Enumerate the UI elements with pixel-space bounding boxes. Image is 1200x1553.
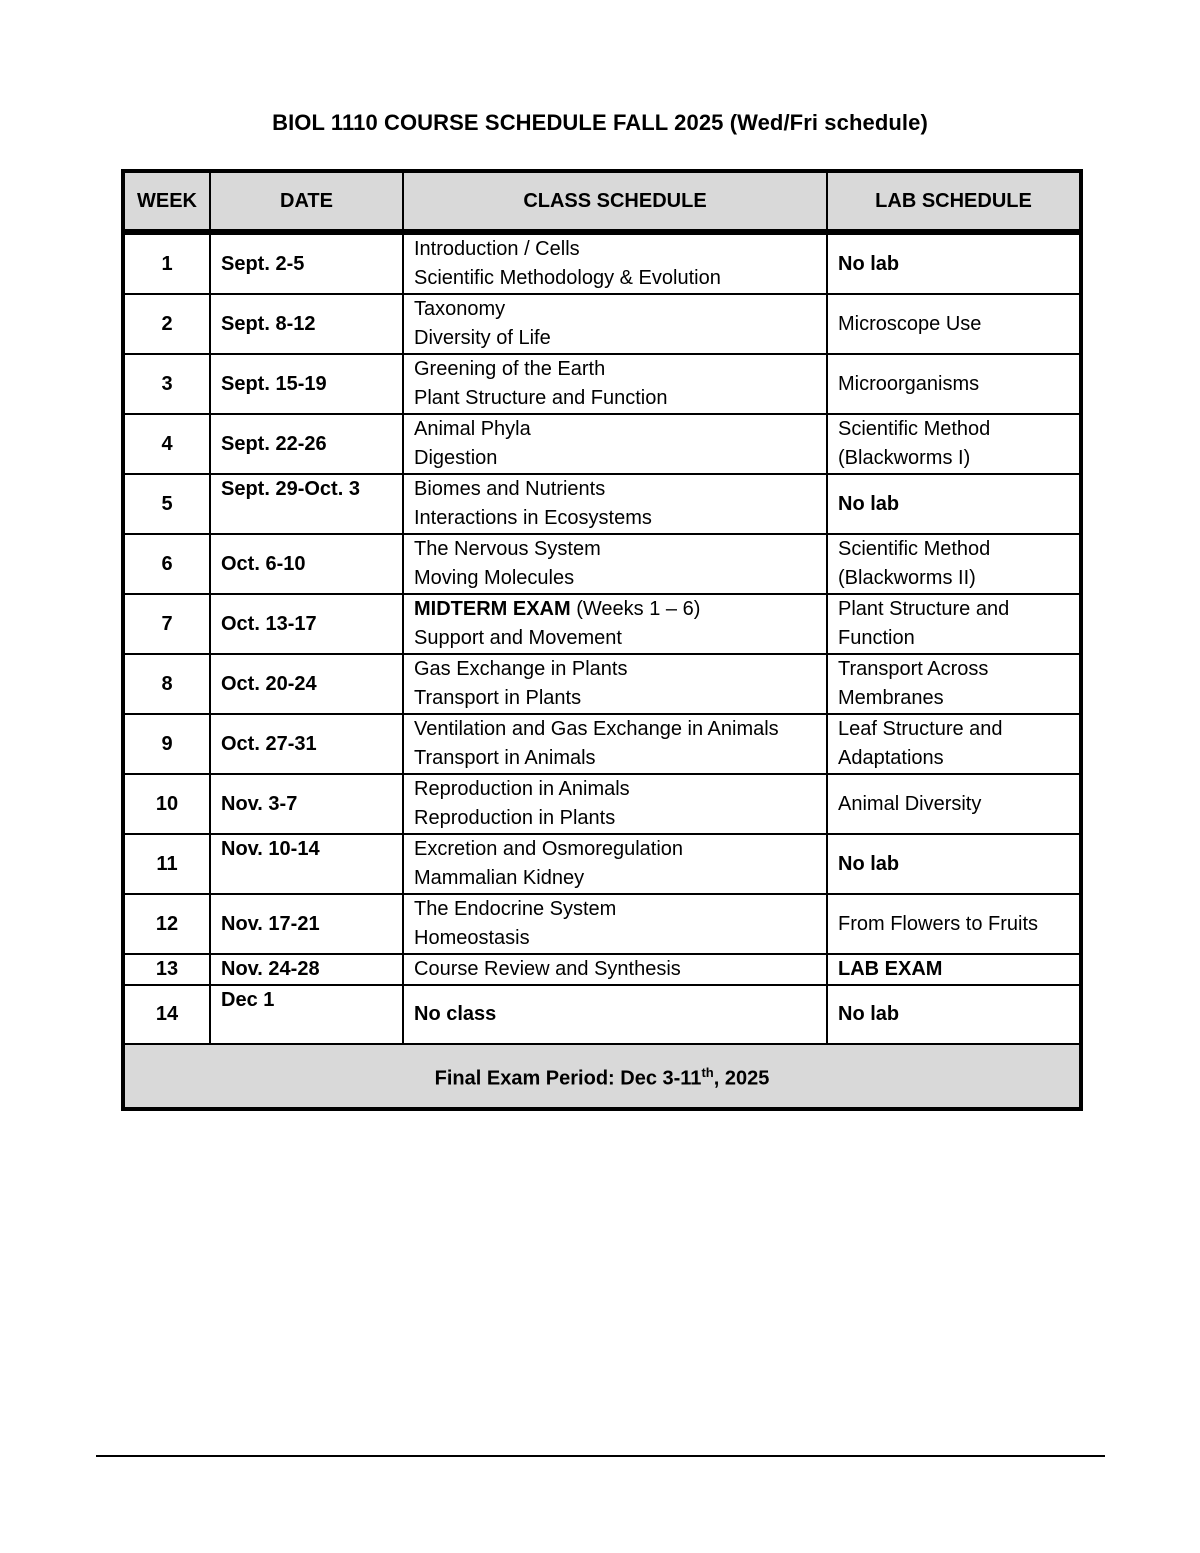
date-cell: Nov. 10-14 [210, 834, 403, 894]
class-line: Taxonomy [414, 298, 506, 320]
final-exam-row [123, 1044, 1081, 1109]
lab-line: Scientific Method [838, 418, 991, 440]
class-line: Plant Structure and Function [414, 387, 668, 409]
class-cell [403, 714, 827, 774]
class-cell [403, 774, 827, 834]
lab-line: Transport Across [838, 658, 989, 680]
midterm-weeks: (Weeks 1 – 6) [570, 598, 701, 620]
lab-cell: Microscope Use [827, 294, 1081, 354]
class-line: Introduction / Cells [414, 238, 580, 260]
week-cell: 12 [123, 894, 210, 954]
date-cell: Oct. 13-17 [210, 594, 403, 654]
table-row [123, 894, 1081, 954]
table-row [123, 774, 1081, 834]
header-week: WEEK [123, 171, 210, 232]
week-cell: 3 [123, 354, 210, 414]
table-row [123, 232, 1081, 294]
class-line: Ventilation and Gas Exchange in Animals [414, 718, 779, 740]
table-row [123, 474, 1081, 534]
date-cell: Nov. 3-7 [210, 774, 403, 834]
class-line: Homeostasis [414, 927, 530, 949]
lab-cell: Microorganisms [827, 354, 1081, 414]
class-line: Reproduction in Animals [414, 778, 630, 800]
header-class-schedule: CLASS SCHEDULE [403, 171, 827, 232]
date-cell: Oct. 20-24 [210, 654, 403, 714]
class-line [414, 595, 816, 624]
table-row [123, 414, 1081, 474]
week-cell: 11 [123, 834, 210, 894]
table-row [123, 714, 1081, 774]
lab-line: Plant Structure and [838, 598, 1010, 620]
class-cell [403, 414, 827, 474]
class-cell [403, 834, 827, 894]
date-cell: Nov. 17-21 [210, 894, 403, 954]
date-cell: Sept. 15-19 [210, 354, 403, 414]
lab-cell: No lab [827, 834, 1081, 894]
class-line: Excretion and Osmoregulation [414, 838, 684, 860]
lab-cell [827, 714, 1081, 774]
midterm-label: MIDTERM EXAM [414, 598, 571, 620]
class-line: Transport in Plants [414, 687, 582, 709]
week-cell: 13 [123, 954, 210, 985]
class-line: Reproduction in Plants [414, 807, 616, 829]
lab-cell: No lab [827, 985, 1081, 1044]
class-line: Transport in Animals [414, 747, 596, 769]
class-cell: Course Review and Synthesis [403, 954, 827, 985]
week-cell: 5 [123, 474, 210, 534]
date-cell: Sept. 22-26 [210, 414, 403, 474]
final-exam-sup: th [701, 1065, 714, 1081]
class-cell [403, 534, 827, 594]
table-row [123, 654, 1081, 714]
week-cell: 14 [123, 985, 210, 1044]
class-cell [403, 294, 827, 354]
lab-cell [827, 414, 1081, 474]
date-cell: Nov. 24-28 [210, 954, 403, 985]
table-row [123, 985, 1081, 1044]
week-cell: 7 [123, 594, 210, 654]
class-line: Biomes and Nutrients [414, 478, 606, 500]
class-line: The Nervous System [414, 538, 601, 560]
week-cell: 6 [123, 534, 210, 594]
table-row [123, 354, 1081, 414]
table-row [123, 594, 1081, 654]
class-cell [403, 354, 827, 414]
week-cell: 8 [123, 654, 210, 714]
class-line: Diversity of Life [414, 327, 551, 349]
table-row [123, 954, 1081, 985]
table-row [123, 534, 1081, 594]
lab-line: Membranes [838, 687, 944, 709]
lab-cell [827, 594, 1081, 654]
class-line: Interactions in Ecosystems [414, 507, 652, 529]
class-line: Gas Exchange in Plants [414, 658, 628, 680]
schedule-table [121, 169, 1083, 1111]
date-cell: Sept. 8-12 [210, 294, 403, 354]
lab-cell: No lab [827, 232, 1081, 294]
header-date: DATE [210, 171, 403, 232]
class-cell [403, 232, 827, 294]
week-cell: 9 [123, 714, 210, 774]
class-line: The Endocrine System [414, 898, 617, 920]
class-line: Support and Movement [414, 627, 622, 649]
week-cell: 4 [123, 414, 210, 474]
date-cell: Sept. 29-Oct. 3 [210, 474, 403, 534]
class-cell [403, 894, 827, 954]
final-exam-suffix: , 2025 [713, 1067, 770, 1090]
lab-cell: From Flowers to Fruits [827, 894, 1081, 954]
lab-line: (Blackworms I) [838, 447, 971, 469]
class-line: Greening of the Earth [414, 358, 606, 380]
header-lab-schedule: LAB SCHEDULE [827, 171, 1081, 232]
class-line: Digestion [414, 447, 498, 469]
final-exam-prefix: Final Exam Period: Dec 3-11 [434, 1067, 702, 1090]
lab-cell: Animal Diversity [827, 774, 1081, 834]
date-cell: Oct. 6-10 [210, 534, 403, 594]
lab-cell: LAB EXAM [827, 954, 1081, 985]
table-row [123, 294, 1081, 354]
class-cell [403, 654, 827, 714]
week-cell: 2 [123, 294, 210, 354]
header-row [123, 171, 1081, 232]
week-cell: 10 [123, 774, 210, 834]
class-line: Moving Molecules [414, 567, 575, 589]
lab-cell [827, 534, 1081, 594]
lab-line: (Blackworms II) [838, 567, 976, 589]
lab-line: Adaptations [838, 747, 944, 769]
class-cell: No class [403, 985, 827, 1044]
date-cell: Dec 1 [210, 985, 403, 1044]
final-exam-cell [123, 1044, 1081, 1109]
date-cell: Sept. 2-5 [210, 232, 403, 294]
lab-line: Leaf Structure and [838, 718, 1003, 740]
class-line: Mammalian Kidney [414, 867, 585, 889]
footer-rule [96, 1455, 1105, 1457]
class-line: Animal Phyla [414, 418, 531, 440]
class-line: Scientific Methodology & Evolution [414, 267, 721, 289]
date-cell: Oct. 27-31 [210, 714, 403, 774]
lab-cell: No lab [827, 474, 1081, 534]
page-title: BIOL 1110 COURSE SCHEDULE FALL 2025 (Wed/Fri schedule) [272, 110, 928, 135]
week-cell: 1 [123, 232, 210, 294]
class-cell [403, 474, 827, 534]
lab-line: Function [838, 627, 915, 649]
lab-line: Scientific Method [838, 538, 991, 560]
table-row [123, 834, 1081, 894]
class-cell [403, 594, 827, 654]
lab-cell [827, 654, 1081, 714]
